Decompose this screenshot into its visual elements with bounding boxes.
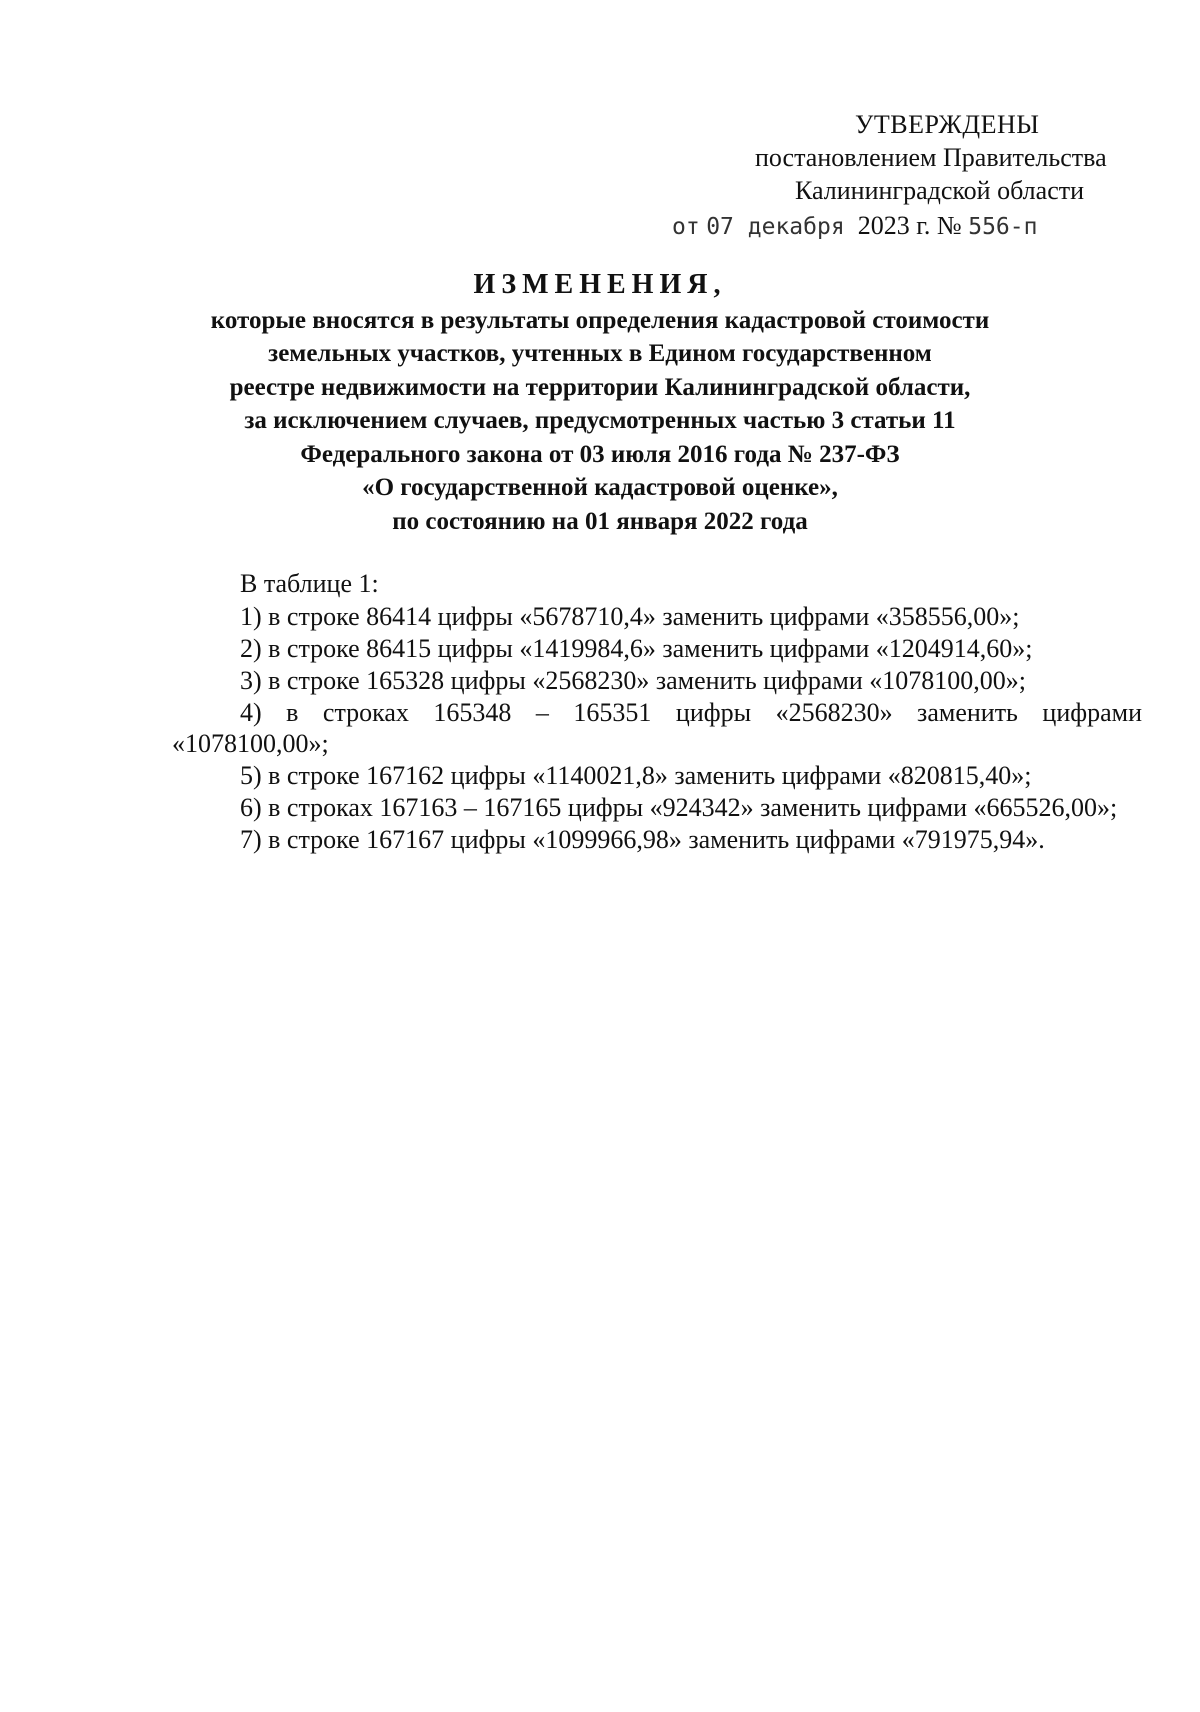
date-day-month: 07 декабря: [706, 214, 845, 240]
date-prefix: от: [672, 214, 700, 240]
approval-authority: постановлением Правительства: [755, 143, 1107, 172]
list-item: 2) в строке 86415 цифры «1419984,6» заменить цифрами «1204914,60»;: [240, 634, 1033, 663]
document-title: [140, 268, 1060, 538]
list-item: 6) в строках 167163 – 167165 цифры «924342» заменить цифрами «665526,00»;: [240, 793, 1118, 822]
list-item: 1) в строке 86414 цифры «5678710,4» заменить цифрами «358556,00»;: [240, 602, 1020, 631]
title-line: земельных участков, учтенных в Едином государственном: [268, 340, 932, 367]
decree-number: 556-п: [968, 214, 1038, 240]
date-year: 2023 г.: [857, 211, 931, 240]
title-line: Федерального закона от 03 июля 2016 года № 237-ФЗ: [300, 440, 900, 468]
list-item: 5) в строке 167162 цифры «1140021,8» заменить цифрами «820815,40»;: [240, 761, 1032, 790]
title-line: реестре недвижимости на территории Калининградской области,: [229, 373, 971, 401]
approval-heading: УТВЕРЖДЕНЫ: [855, 110, 1040, 139]
approval-block: [640, 108, 1160, 244]
intro-paragraph: В таблице 1:: [240, 569, 379, 598]
list-item: 3) в строке 165328 цифры «2568230» заменить цифрами «1078100,00»;: [240, 666, 1026, 695]
list-item: 4) в строках 165348 – 165351 цифры «2568230» заменить цифрами «1078100,00»;: [172, 698, 1142, 758]
title-line: которые вносятся в результаты определения кадастровой стоимости: [210, 306, 990, 334]
title-line: за исключением случаев, предусмотренных частью 3 статьи 11: [244, 407, 956, 434]
document-body: [172, 568, 1142, 856]
title-line: «О государственной кадастровой оценке»,: [362, 474, 838, 501]
number-sign: №: [936, 211, 962, 240]
approval-date-number: [672, 209, 1160, 244]
list-item: 7) в строке 167167 цифры «1099966,98» заменить цифрами «791975,94».: [240, 825, 1045, 854]
approval-region: Калининградской области: [795, 176, 1085, 205]
title-line: по состоянию на 01 января 2022 года: [392, 507, 808, 535]
title-main: ИЗМЕНЕНИЯ,: [473, 269, 727, 300]
